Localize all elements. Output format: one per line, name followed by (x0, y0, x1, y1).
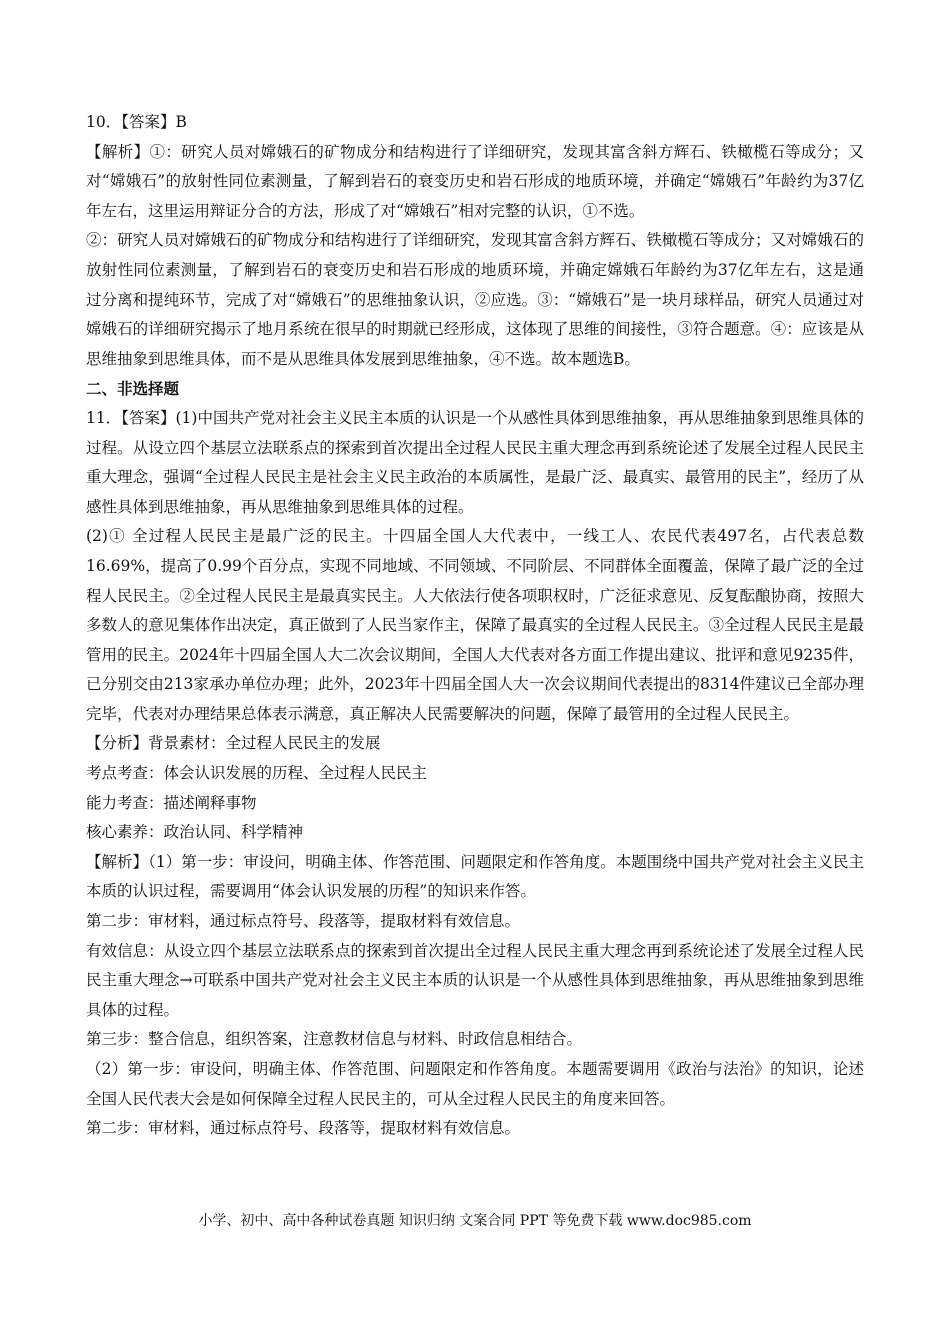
q11-analysis-line: 能力考查：描述阐释事物 (86, 793, 257, 812)
q10-analysis-paragraph: ②：研究人员对嫦娥石的矿物成分和结构进行了详细研究，发现其富含斜方辉石、铁橄榄石等成分；又对嫦娥石的放射性同位素测量，了解到岩石的衰变历史和岩石形成的地质环境，并确定嫦娥石年龄约为37亿年左右，这是通过分离和提纯环节，完成了对“嫦娥石”的思维抽象认识，②应选。③：“嫦娥石”是一块月球样品，研究人员通过对嫦娥石的详细研究揭示了地月系统在很早的时期就已经形成，这体现了思维的间接性，③符合题意。④：应该是从思维抽象到思维具体，而不是从思维具体发展到思维抽象，④不选。故本题选B。 (86, 231, 864, 368)
q11-answer-paragraph: (2)① 全过程人民民主是最广泛的民主。十四届全国人大代表中，一线工人、农民代表497名，占代表总数16.69%，提高了0.99个百分点，实现不同地域、不同领域、不同阶层、不同群体全面覆盖，保障了最广泛的全过程人民民主。②全过程人民民主是最真实民主。人大依法行使各项职权时，广泛征求意见、反复酝酿协商，按照大多数人的意见集体作出决定，真正做到了人民当家作主，保障了最真实的全过程人民民主。③全过程人民民主是最管用的民主。2024年十四届全国人大二次会议期间，全国人大代表对各方面工作提出建议、批评和意见9235件，已分别交由213家承办单位办理；此外，2023年十四届全国人大一次会议期间代表提出的8314件建议已全部办理完毕，代表对办理结果总体表示满意，真正解决人民需要解决的问题，保障了最管用的全过程人民民主。 (86, 527, 864, 723)
q11-explanation-paragraph: 第二步：审材料，通过标点符号、段落等，提取材料有效信息。 (86, 912, 521, 931)
section-heading: 二、非选择题 (86, 379, 180, 399)
q11-analysis-line: 【分析】背景素材：全过程人民民主的发展 (86, 734, 381, 753)
q11-analysis-line: 考点考查：体会认识发展的历程、全过程人民民主 (86, 764, 428, 783)
q11-explanation-paragraph: 【解析】（1）第一步：审设问，明确主体、作答范围、问题限定和作答角度。本题围绕中国共产党对社会主义民主本质的认识过程，需要调用“体会认识发展的历程”的知识来作答。 (86, 852, 864, 901)
q10-analysis-paragraph: 【解析】①：研究人员对嫦娥石的矿物成分和结构进行了详细研究，发现其富含斜方辉石、铁橄榄石等成分；又对“嫦娥石”的放射性同位素测量，了解到岩石的衰变历史和岩石形成的地质环境，并确定“嫦娥石”年龄约为37亿年左右，这里运用辩证分合的方法，形成了对“嫦娥石”相对完整的认识，①不选。 (86, 142, 864, 220)
q11-explanation-paragraph: 第三步：整合信息，组织答案，注意教材信息与材料、时政信息相结合。 (86, 1030, 583, 1049)
q11-answer-paragraph: 11．【答案】(1)中国共产党对社会主义民主本质的认识是一个从感性具体到思维抽象，再从思维抽象到思维具体的过程。从设立四个基层立法联系点的探索到首次提出全过程人民民主重大理念再到系统论述了发展全过程人民民主重大理念，强调“全过程人民民主是社会主义民主政治的本质属性，是最广泛、最真实、最管用的民主”，经历了从感性具体到思维抽象，再从思维抽象到思维具体的过程。 (86, 408, 864, 516)
q11-explanation-paragraph: 有效信息：从设立四个基层立法联系点的探索到首次提出全过程人民民主重大理念再到系统论述了发展全过程人民民主重大理念→可联系中国共产党对社会主义民主本质的认识是一个从感性具体到思维抽象，再从思维抽象到思维具体的过程。 (86, 941, 864, 1019)
document-body (86, 108, 864, 1144)
q10-answer: 10．【答案】B (86, 113, 187, 131)
q11-explanation-paragraph: （2）第一步：审设问，明确主体、作答范围、问题限定和作答角度。本题需要调用《政治与法治》的知识，论述全国人民代表大会是如何保障全过程人民民主的，可从全过程人民民主的角度来回答。 (86, 1060, 864, 1108)
q11-analysis-line: 核心素养：政治认同、科学精神 (86, 823, 304, 842)
page-footer: 小学、初中、高中各种试卷真题 知识归纳 文案合同 PPT 等免费下载 www.doc985.com (198, 1213, 752, 1229)
q11-explanation-paragraph: 第二步：审材料，通过标点符号、段落等，提取材料有效信息。 (86, 1119, 521, 1138)
